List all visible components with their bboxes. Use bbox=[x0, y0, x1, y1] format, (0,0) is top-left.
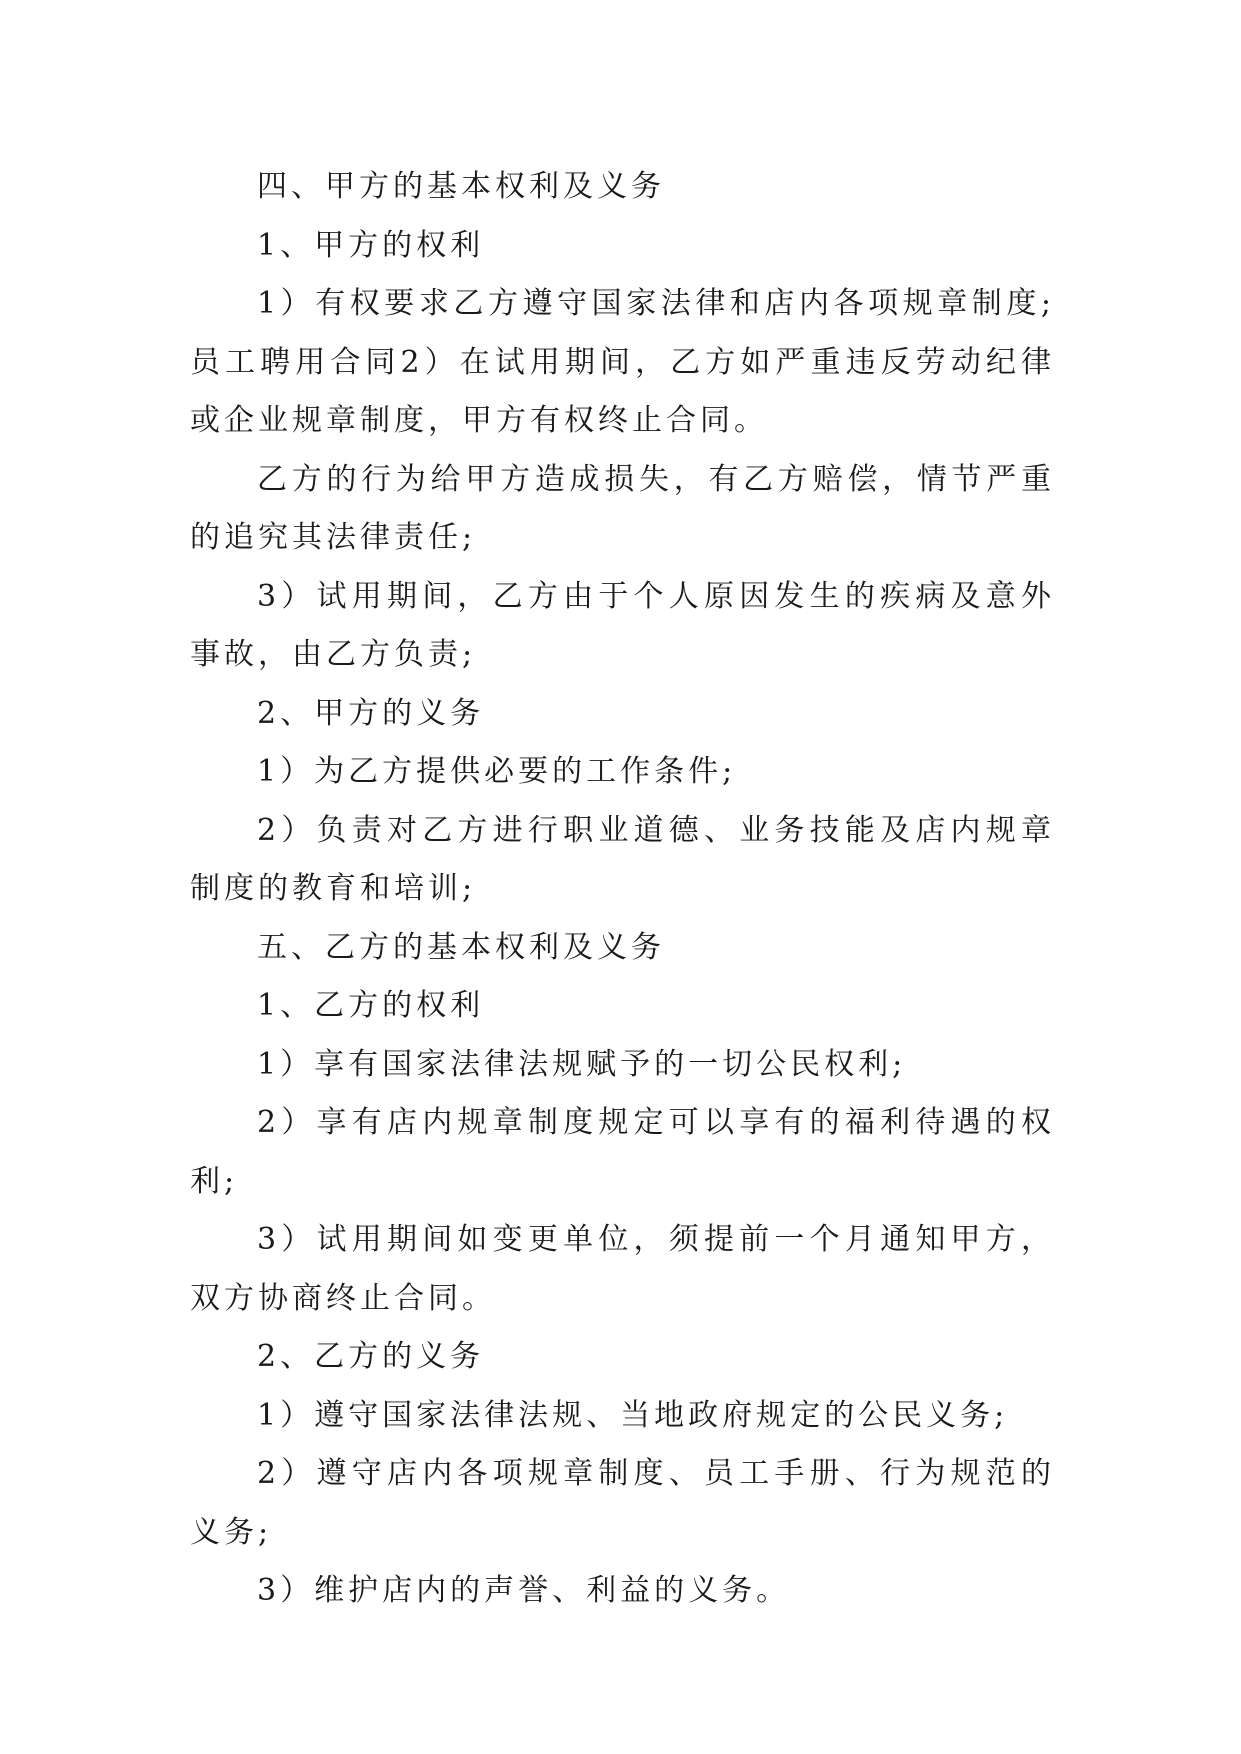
clause-paragraph: 1）遵守国家法律法规、当地政府规定的公民义务; bbox=[257, 1397, 1009, 1433]
subsection-heading: 1、乙方的权利 bbox=[257, 988, 485, 1023]
subsection-heading: 2、甲方的义务 bbox=[257, 695, 485, 731]
clause-paragraph: 1）有权要求乙方遵守国家法律和店内各项规章制度;员工聘用合同2）在试用期间，乙方如严重违反劳动纪律或企业规章制度，甲方有权终止合同。 bbox=[190, 286, 1055, 438]
clause-paragraph: 2）享有店内规章制度规定可以享有的福利待遇的权利; bbox=[190, 1105, 1055, 1199]
section-heading: 四、甲方的基本权利及义务 bbox=[257, 169, 665, 204]
section-heading: 五、乙方的基本权利及义务 bbox=[257, 929, 665, 965]
clause-paragraph: 2）负责对乙方进行职业道德、业务技能及店内规章制度的教育和培训; bbox=[190, 812, 1055, 906]
clause-paragraph: 3）维护店内的声誉、利益的义务。 bbox=[257, 1573, 791, 1608]
clause-paragraph: 1）享有国家法律法规赋予的一切公民权利; bbox=[257, 1046, 907, 1082]
subsection-heading: 2、乙方的义务 bbox=[257, 1339, 485, 1374]
clause-paragraph: 2）遵守店内各项规章制度、员工手册、行为规范的义务; bbox=[190, 1456, 1055, 1550]
clause-paragraph: 1）为乙方提供必要的工作条件; bbox=[257, 754, 737, 789]
document-body bbox=[190, 158, 1055, 1621]
subsection-heading: 1、甲方的权利 bbox=[257, 227, 485, 263]
clause-paragraph: 3）试用期间，乙方由于个人原因发生的疾病及意外事故，由乙方负责; bbox=[190, 578, 1055, 672]
clause-paragraph: 3）试用期间如变更单位，须提前一个月通知甲方，双方协商终止合同。 bbox=[190, 1222, 1055, 1316]
clause-paragraph: 乙方的行为给甲方造成损失，有乙方赔偿，情节严重的追究其法律责任; bbox=[190, 461, 1055, 555]
